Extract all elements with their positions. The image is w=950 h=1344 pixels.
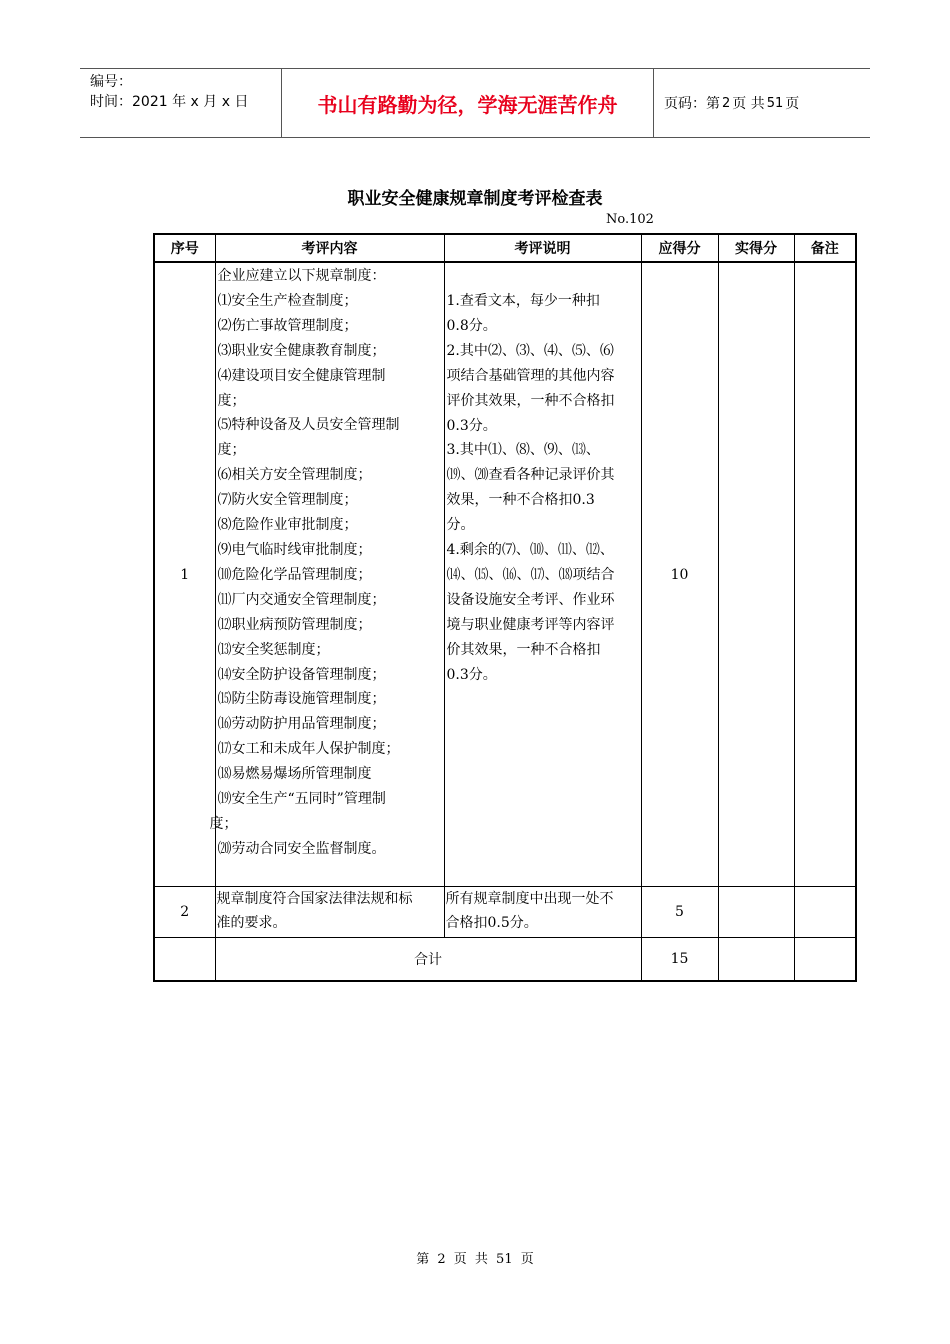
row1-actual (718, 262, 794, 887)
page-footer: 第 2 页 共 51 页 (416, 1252, 534, 1267)
header-info (80, 69, 282, 137)
content-line: ⒁安全防护设备管理制度； (217, 666, 386, 683)
row1-seq: 1 (154, 262, 215, 887)
table-header-row (154, 234, 856, 262)
page-suffix: 页 (785, 96, 800, 112)
page-header (80, 68, 870, 138)
content-line: 规章制度符合国家法律法规和标 (216, 891, 413, 907)
time-label: 时间：2021 年 x 月 x 日 (90, 94, 249, 110)
explain-line: 0.3分。 (446, 666, 497, 683)
content-line: ⒃劳动防护用品管理制度； (217, 716, 386, 733)
content-line: ⒀安全奖惩制度； (217, 641, 330, 658)
explain-line: 1.查看文本，每少一种扣 (446, 293, 600, 309)
content-line: ⑺防火安全管理制度； (217, 492, 358, 509)
content-line: ⒂防尘防毒设施管理制度； (217, 691, 386, 708)
header-actual: 实得分 (718, 234, 794, 262)
explain-line: 4.剩余的⑺、⑽、⑾、⑿、 (446, 542, 614, 559)
header-score: 应得分 (641, 234, 718, 262)
total-actual (718, 938, 794, 982)
content-line: ⒇劳动合同安全监督制度。 (217, 840, 386, 857)
content-line: ⑾厂内交通安全管理制度； (217, 591, 386, 608)
content-line: ⑵伤亡事故管理制度； (217, 317, 358, 334)
content-line: ⑼电气临时线审批制度； (217, 541, 372, 558)
explain-line: 0.3分。 (446, 417, 497, 434)
explain-line: 设备设施安全考评、作业环 (446, 591, 615, 608)
explain-line: 合格扣0.5分。 (445, 915, 538, 931)
explain-line: 评价其效果，一种不合格扣 (446, 392, 615, 409)
content-line: ⒆安全生产“五同时”管理制 (217, 791, 386, 808)
content-line: 度； (209, 815, 238, 832)
header-seq: 序号 (154, 234, 215, 262)
explain-line: 效果，一种不合格扣0.3 (446, 492, 595, 509)
row2-actual (718, 887, 794, 938)
content-line: 度； (217, 392, 246, 409)
row2-seq: 2 (154, 887, 215, 938)
content-line: 准的要求。 (216, 915, 287, 931)
table-row (154, 887, 856, 938)
explain-line: 2.其中⑵、⑶、⑷、⑸、⑹ (446, 342, 614, 359)
content-line: ⑴安全生产检查制度； (217, 292, 358, 309)
page-prefix: 页码：第 (664, 96, 720, 112)
evaluation-table (153, 233, 857, 982)
document-title: 职业安全健康规章制度考评检查表 (347, 189, 603, 209)
total-seq (154, 938, 215, 982)
explain-line: 项结合基础管理的其他内容 (446, 367, 615, 384)
table-row (154, 262, 856, 887)
total-label: 合计 (215, 938, 641, 982)
content-line: ⑸特种设备及人员安全管理制 (217, 417, 400, 434)
content-line: ⑶职业安全健康教育制度； (217, 342, 386, 359)
header-motto: 书山有路勤为径，学海无涯苦作舟 (282, 69, 654, 137)
header-explain: 考评说明 (444, 234, 641, 262)
row1-score: 10 (641, 262, 718, 887)
explain-line: 价其效果，一种不合格扣 (446, 641, 601, 658)
total-score: 15 (641, 938, 718, 982)
explain-line: 分。 (446, 517, 475, 534)
content-line: 度； (217, 442, 246, 459)
explain-line: ⒆、⒇查看各种记录评价其 (446, 467, 615, 484)
row2-score: 5 (641, 887, 718, 938)
content-line: ⑽危险化学品管理制度； (217, 566, 372, 583)
explain-line: ⒁、⒂、⒃、⒄、⒅项结合 (446, 566, 615, 583)
row1-remark (794, 262, 856, 887)
total-row (154, 938, 856, 982)
header-remark: 备注 (794, 234, 856, 262)
content-line: 企业应建立以下规章制度： (217, 268, 386, 284)
row2-content (215, 887, 444, 938)
page-total: 51 (766, 95, 784, 111)
document-number: No.102 (606, 212, 654, 227)
header-page-info (654, 69, 870, 137)
content-line: ⑹相关方安全管理制度； (217, 467, 372, 484)
content-line: ⑿职业病预防管理制度； (217, 616, 372, 633)
row1-explain (444, 262, 641, 887)
total-remark (794, 938, 856, 982)
explain-line: 所有规章制度中出现一处不 (445, 891, 614, 907)
row2-remark (794, 887, 856, 938)
content-line: ⑻危险作业审批制度； (217, 517, 358, 534)
content-line: ⒄女工和未成年人保护制度； (217, 741, 400, 758)
content-line: ⑷建设项目安全健康管理制 (217, 367, 386, 384)
content-line: ⒅易燃易爆场所管理制度 (217, 766, 372, 783)
row2-explain (444, 887, 641, 938)
number-label: 编号： (90, 74, 132, 90)
explain-line: 3.其中⑴、⑻、⑼、⒀、 (446, 442, 600, 459)
header-content: 考评内容 (215, 234, 444, 262)
explain-line: 境与职业健康考评等内容评 (446, 616, 615, 633)
page-mid: 页 共 (732, 96, 765, 112)
row1-content (209, 262, 444, 887)
page-current: 2 (722, 95, 731, 111)
explain-line: 0.8分。 (446, 317, 497, 334)
